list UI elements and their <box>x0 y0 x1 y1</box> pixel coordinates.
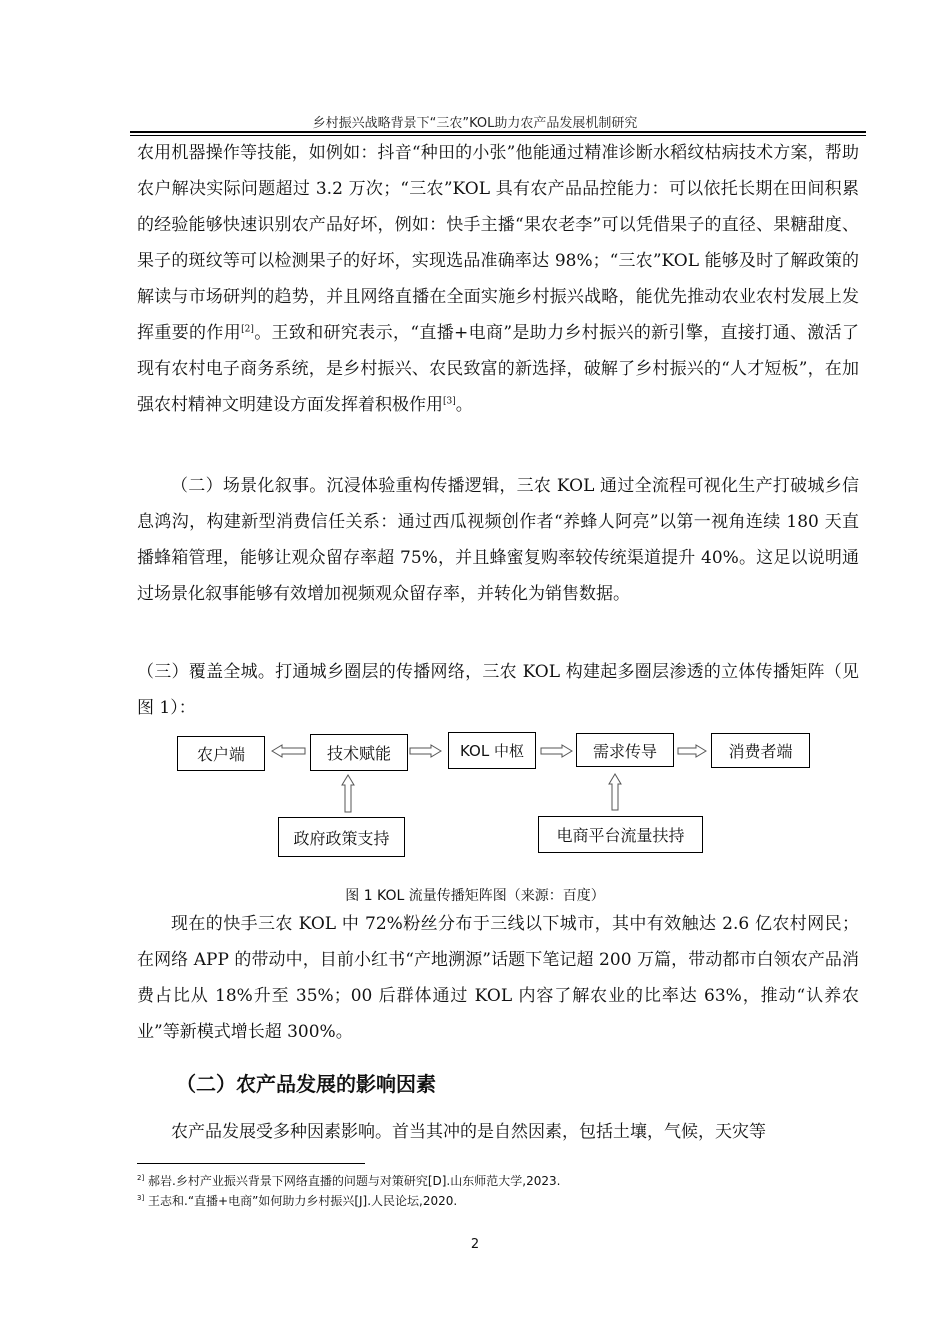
footnote-3-text: 王志和.“直播+电商”如何助力乡村振兴[J].人民论坛,2020. <box>148 1194 458 1208</box>
arrow-policy-to-tech <box>342 775 354 812</box>
node-farmer-label: 农户端 <box>196 745 245 764</box>
page-number: 2 <box>470 1237 480 1252</box>
node-kol-label: KOL 中枢 <box>460 742 524 760</box>
node-policy <box>278 817 405 857</box>
paragraph-1-text-b: 。王致和研究表示，“直播+电商”是助力乡村振兴的新引擎，直接打通、激活了现有农村电子商务系统，是乡村振兴、农民致富的新选择，破解了乡村振兴的“人才短板”，在加强农村精神文明建设方面发挥着积极作用 <box>137 323 860 415</box>
footnote-rule <box>137 1163 365 1164</box>
paragraph-2: （二）场景化叙事。沉浸体验重构传播逻辑，三农 KOL 通过全流程可视化生产打破城乡信息鸿沟，构建新型消费信任关系：通过西瓜视频创作者“养蜂人阿亮”以第一视角连续 180 天直播蜂箱管理，能够让观众留存率超 75%，并且蜂蜜复购率较传统渠道提升 40%。这足以说明通过场景化叙事能够有效增加视频观众留存率，并转化为销售数据。 <box>137 476 859 604</box>
footnote-3 <box>137 1192 457 1209</box>
node-consumer-label: 消费者端 <box>728 742 793 761</box>
arrow-kol-to-demand <box>541 745 572 757</box>
paragraph-1-text-a: 农用机器操作等技能，如例如：抖音“种田的小张”他能通过精准诊断水稻纹枯病技术方案，帮助农户解决实际问题超过 3.2 万次；“三农”KOL 具有农产品品控能力：可以依托长期在田间积累的经验能够快速识别农产品好坏，例如：快手主播“果农老李”可以凭借果子的直径、果糖甜度、果子的斑纹等可以检测果子的好坏，实现选品准确率达 98%；“三农”KOL 能够及时了解政策的解读与市场研判的趋势，并且网络直播在全面实施乡村振兴战略，能优先推动农业农村发展上发挥重要的作用 <box>137 143 859 343</box>
node-consumer <box>711 733 810 768</box>
paragraph-5: 农产品发展受多种因素影响。首当其冲的是自然因素，包括土壤，气候，天灾等 <box>171 1122 766 1142</box>
arrow-tech-to-farmer <box>272 745 305 757</box>
node-ecommerce <box>538 816 703 853</box>
arrow-demand-to-consumer <box>678 745 706 757</box>
figure-caption: 图 1 KOL 流量传播矩阵图（来源：百度） <box>345 888 605 904</box>
citation-3[interactable]: [3] <box>443 396 456 407</box>
footnote-3-mark: 3] <box>137 1194 145 1202</box>
footnote-2-mark: 2] <box>137 1174 145 1182</box>
paragraph-1 <box>137 135 859 423</box>
arrow-ecommerce-to-demand <box>609 774 621 810</box>
node-farmer <box>177 736 265 771</box>
footnote-2-text: 郝岩.乡村产业振兴背景下网络直播的问题与对策研究[D].山东师范大学,2023. <box>148 1174 561 1188</box>
node-tech <box>310 734 408 771</box>
node-ecommerce-label: 电商平台流量扶持 <box>556 826 685 845</box>
node-tech-label: 技术赋能 <box>326 744 391 763</box>
paragraph-1-text-c: 。 <box>455 395 473 415</box>
node-kol <box>448 732 536 769</box>
paragraph-3: （三）覆盖全城。打通城乡圈层的传播网络，三农 KOL 构建起多圈层渗透的立体传播矩阵（见图 1）： <box>137 662 859 718</box>
header-rule <box>130 131 866 133</box>
paragraph-4: 现在的快手三农 KOL 中 72%粉丝分布于三线以下城市，其中有效触达 2.6 亿农村网民；在网络 APP 的带动中，目前小红书“产地溯源”话题下笔记超 200 万篇，带动都市白领农产品消费占比从 18%升至 35%；00 后群体通过 KOL 内容了解农业的比率达 63%，推动“认养农业”等新模式增长超 300%。 <box>137 914 859 1042</box>
node-demand-label: 需求传导 <box>592 741 657 761</box>
arrow-tech-to-kol <box>410 745 441 757</box>
page-header-title: 乡村振兴战略背景下“三农”KOL助力农产品发展机制研究 <box>312 116 638 131</box>
node-demand <box>576 733 674 767</box>
node-policy-label: 政府政策支持 <box>293 828 390 848</box>
citation-2[interactable]: [2] <box>241 324 254 335</box>
section-heading: （二）农产品发展的影响因素 <box>176 1072 436 1096</box>
footnote-2 <box>137 1172 560 1189</box>
